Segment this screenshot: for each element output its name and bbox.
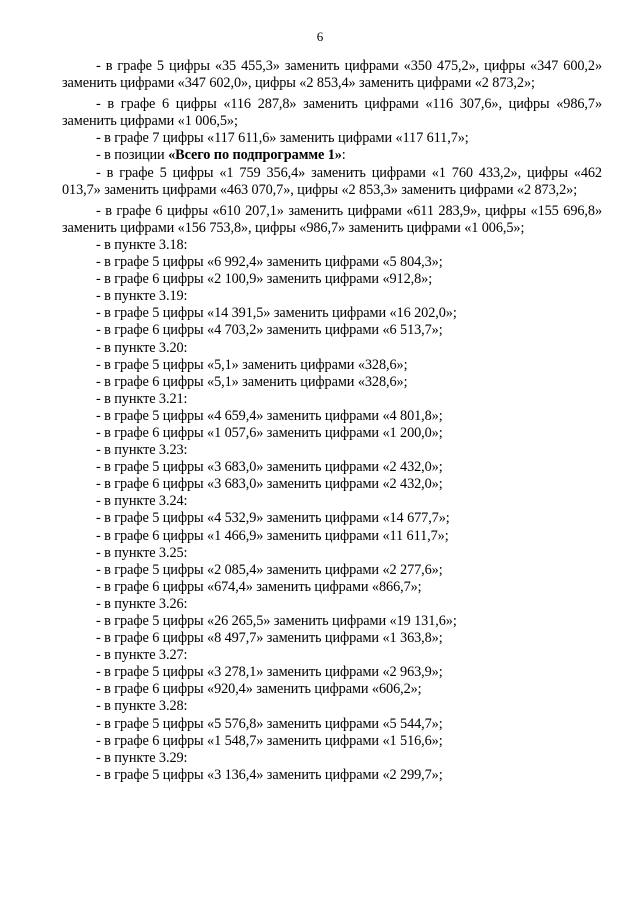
amendment-line: - в графе 6 цифры «674,4» заменить цифрами «866,7»; <box>96 578 422 595</box>
amendment-paragraph: - в графе 6 цифры «116 287,8» заменить цифрами «116 307,6», цифры «986,7» заменить цифрами «1 006,5»; <box>62 96 602 130</box>
clause-heading: - в пункте 3.29: <box>96 749 188 766</box>
amendment-line: - в графе 5 цифры «4 659,4» заменить цифрами «4 801,8»; <box>96 407 443 424</box>
amendment-line: - в графе 5 цифры «26 265,5» заменить цифрами «19 131,6»; <box>96 613 457 629</box>
amendment-line: - в графе 6 цифры «1 548,7» заменить цифрами «1 516,6»; <box>96 732 443 749</box>
amendment-list <box>62 237 602 784</box>
clause-heading: - в пункте 3.26: <box>96 595 188 612</box>
amendment-line: - в графе 5 цифры «3 136,4» заменить цифрами «2 299,7»; <box>96 766 443 783</box>
amendment-line: - в графе 7 цифры «117 611,6» заменить цифрами «117 611,7»; <box>96 130 469 147</box>
amendment-line: - в графе 5 цифры «4 532,9» заменить цифрами «14 677,7»; <box>96 510 450 527</box>
amendment-line: - в графе 6 цифры «8 497,7» заменить цифрами «1 363,8»; <box>96 630 443 647</box>
position-suffix: : <box>341 147 346 164</box>
clause-heading: - в пункте 3.23: <box>96 442 188 459</box>
amendment-line: - в графе 5 цифры «5 576,8» заменить цифрами «5 544,7»; <box>96 715 443 732</box>
clause-heading: - в пункте 3.27: <box>96 647 188 664</box>
clause-heading: - в пункте 3.25: <box>96 544 188 561</box>
clause-heading: - в пункте 3.21: <box>96 390 188 407</box>
amendment-line: - в графе 6 цифры «920,4» заменить цифрами «606,2»; <box>96 681 422 698</box>
clause-heading: - в пункте 3.20: <box>96 339 188 356</box>
position-name: «Всего по подпрограмме 1» <box>168 147 342 164</box>
amendment-paragraph: - в графе 6 цифры «610 207,1» заменить цифрами «611 283,9», цифры «155 696,8» заменить цифрами «156 753,8», цифры «986,7» заменить цифрами «1 006,5»; <box>62 202 602 236</box>
amendment-line: - в графе 6 цифры «2 100,9» заменить цифрами «912,8»; <box>96 271 433 288</box>
document-body <box>62 58 602 784</box>
amendment-line: - в графе 5 цифры «5,1» заменить цифрами «328,6»; <box>96 356 408 373</box>
amendment-line: - в графе 5 цифры «3 278,1» заменить цифрами «2 963,9»; <box>96 664 443 681</box>
position-prefix: - в позиции <box>96 147 169 164</box>
amendment-line: - в графе 5 цифры «14 391,5» заменить цифрами «16 202,0»; <box>96 305 457 322</box>
amendment-paragraph: - в графе 5 цифры «35 455,3» заменить цифрами «350 475,2», цифры «347 600,2» заменить цифрами «347 602,0», цифры «2 853,4» заменить цифрами «2 873,2»; <box>62 58 602 92</box>
clause-heading: - в пункте 3.18: <box>96 236 188 253</box>
page-number: 6 <box>316 29 324 44</box>
amendment-line: - в графе 6 цифры «5,1» заменить цифрами «328,6»; <box>96 373 408 390</box>
amendment-paragraph: - в графе 5 цифры «1 759 356,4» заменить цифрами «1 760 433,2», цифры «462 013,7» заменить цифрами «463 070,7», цифры «2 853,3» заменить цифрами «2 873,2»; <box>62 164 602 198</box>
amendment-line: - в графе 6 цифры «1 466,9» заменить цифрами «11 611,7»; <box>96 527 449 544</box>
position-heading <box>62 147 602 164</box>
clause-heading: - в пункте 3.28: <box>96 698 188 715</box>
amendment-line: - в графе 5 цифры «6 992,4» заменить цифрами «5 804,3»; <box>96 254 443 271</box>
clause-heading: - в пункте 3.24: <box>96 493 188 510</box>
clause-heading: - в пункте 3.19: <box>96 288 188 305</box>
amendment-line: - в графе 6 цифры «4 703,2» заменить цифрами «6 513,7»; <box>96 322 443 339</box>
amendment-line: - в графе 5 цифры «2 085,4» заменить цифрами «2 277,6»; <box>96 561 443 578</box>
amendment-line: - в графе 6 цифры «3 683,0» заменить цифрами «2 432,0»; <box>96 476 443 493</box>
amendment-line: - в графе 6 цифры «1 057,6» заменить цифрами «1 200,0»; <box>96 424 443 441</box>
amendment-line: - в графе 5 цифры «3 683,0» заменить цифрами «2 432,0»; <box>96 459 443 476</box>
